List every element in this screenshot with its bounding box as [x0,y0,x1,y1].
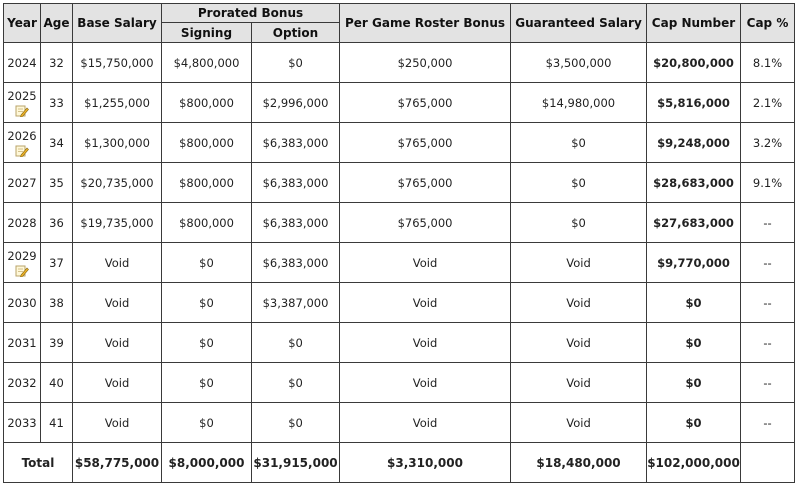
option-bonus-cell: $0 [252,403,340,443]
cap-number-cell: $9,248,000 [647,123,741,163]
option-bonus-cell: $6,383,000 [252,203,340,243]
year-value: 2027 [7,175,37,190]
roster-bonus-cell: Void [340,363,511,403]
cap-pct-cell: 8.1% [741,43,795,83]
header-prorated-bonus: Prorated Bonus [162,4,340,23]
year-value: 2030 [7,295,37,310]
year-cell [4,163,41,203]
cap-number-cell: $20,800,000 [647,43,741,83]
option-bonus-cell: $6,383,000 [252,243,340,283]
table-row [4,243,795,283]
guaranteed-salary-cell: Void [511,243,647,283]
total-guaranteed-salary: $18,480,000 [511,443,647,483]
total-cap-pct [741,443,795,483]
cap-number-cell: $0 [647,323,741,363]
table-row [4,83,795,123]
guaranteed-salary-cell: Void [511,403,647,443]
year-cell [4,243,41,283]
signing-bonus-cell: $800,000 [162,163,252,203]
year-cell [4,123,41,163]
option-bonus-cell: $6,383,000 [252,163,340,203]
base-salary-cell: $20,735,000 [73,163,162,203]
guaranteed-salary-cell: $0 [511,123,647,163]
roster-bonus-cell: $250,000 [340,43,511,83]
header-year[interactable]: Year [4,4,41,43]
roster-bonus-cell: $765,000 [340,163,511,203]
year-value: 2029 [7,248,37,263]
header-guaranteed-salary[interactable]: Guaranteed Salary [511,4,647,43]
year-cell [4,323,41,363]
header-base-salary[interactable]: Base Salary [73,4,162,43]
signing-bonus-cell: $0 [162,323,252,363]
cap-pct-cell: -- [741,203,795,243]
header-age[interactable]: Age [41,4,73,43]
roster-bonus-cell: Void [340,243,511,283]
base-salary-cell: $19,735,000 [73,203,162,243]
total-label: Total [4,443,73,483]
age-cell: 32 [41,43,73,83]
age-cell: 36 [41,203,73,243]
cap-pct-cell: 3.2% [741,123,795,163]
table-row [4,283,795,323]
total-roster-bonus: $3,310,000 [340,443,511,483]
base-salary-cell: Void [73,323,162,363]
note-pencil-icon[interactable] [15,265,29,277]
signing-bonus-cell: $0 [162,283,252,323]
age-cell: 34 [41,123,73,163]
year-value: 2033 [7,415,37,430]
option-bonus-cell: $0 [252,323,340,363]
header-cap-pct[interactable]: Cap % [741,4,795,43]
note-pencil-icon[interactable] [15,105,29,117]
header-option[interactable]: Option [252,23,340,43]
cap-pct-cell: -- [741,363,795,403]
cap-number-cell: $9,770,000 [647,243,741,283]
guaranteed-salary-cell: Void [511,283,647,323]
guaranteed-salary-cell: $3,500,000 [511,43,647,83]
cap-pct-cell: -- [741,323,795,363]
base-salary-cell: $1,300,000 [73,123,162,163]
note-pencil-icon[interactable] [15,145,29,157]
table-row [4,203,795,243]
roster-bonus-cell: Void [340,283,511,323]
signing-bonus-cell: $800,000 [162,83,252,123]
total-base-salary: $58,775,000 [73,443,162,483]
header-cap-number[interactable]: Cap Number [647,4,741,43]
total-option: $31,915,000 [252,443,340,483]
header-per-game-roster-bonus[interactable]: Per Game Roster Bonus [340,4,511,43]
guaranteed-salary-cell: $14,980,000 [511,83,647,123]
age-cell: 38 [41,283,73,323]
guaranteed-salary-cell: $0 [511,163,647,203]
contract-table [3,3,795,483]
total-signing: $8,000,000 [162,443,252,483]
signing-bonus-cell: $4,800,000 [162,43,252,83]
year-cell [4,283,41,323]
signing-bonus-cell: $800,000 [162,203,252,243]
base-salary-cell: Void [73,283,162,323]
cap-number-cell: $0 [647,283,741,323]
year-cell [4,43,41,83]
roster-bonus-cell: Void [340,403,511,443]
option-bonus-cell: $0 [252,363,340,403]
year-value: 2026 [7,128,37,143]
age-cell: 37 [41,243,73,283]
cap-pct-cell: -- [741,403,795,443]
table-row [4,323,795,363]
cap-pct-cell: 9.1% [741,163,795,203]
table-row [4,123,795,163]
guaranteed-salary-cell: Void [511,363,647,403]
table-row [4,403,795,443]
year-cell [4,363,41,403]
roster-bonus-cell: Void [340,323,511,363]
guaranteed-salary-cell: Void [511,323,647,363]
option-bonus-cell: $0 [252,43,340,83]
option-bonus-cell: $2,996,000 [252,83,340,123]
cap-number-cell: $0 [647,363,741,403]
table-row [4,43,795,83]
cap-number-cell: $0 [647,403,741,443]
guaranteed-salary-cell: $0 [511,203,647,243]
year-value: 2032 [7,375,37,390]
signing-bonus-cell: $800,000 [162,123,252,163]
cap-pct-cell: 2.1% [741,83,795,123]
cap-number-cell: $27,683,000 [647,203,741,243]
cap-number-cell: $5,816,000 [647,83,741,123]
base-salary-cell: $15,750,000 [73,43,162,83]
base-salary-cell: Void [73,363,162,403]
signing-bonus-cell: $0 [162,243,252,283]
total-cap-number: $102,000,000 [647,443,741,483]
year-cell [4,83,41,123]
option-bonus-cell: $6,383,000 [252,123,340,163]
year-cell [4,403,41,443]
signing-bonus-cell: $0 [162,363,252,403]
year-cell [4,203,41,243]
age-cell: 40 [41,363,73,403]
age-cell: 33 [41,83,73,123]
cap-number-cell: $28,683,000 [647,163,741,203]
table-row [4,163,795,203]
signing-bonus-cell: $0 [162,403,252,443]
option-bonus-cell: $3,387,000 [252,283,340,323]
base-salary-cell: Void [73,243,162,283]
year-value: 2025 [7,88,37,103]
base-salary-cell: Void [73,403,162,443]
table-row [4,363,795,403]
age-cell: 41 [41,403,73,443]
roster-bonus-cell: $765,000 [340,203,511,243]
year-value: 2028 [7,215,37,230]
cap-pct-cell: -- [741,283,795,323]
age-cell: 39 [41,323,73,363]
roster-bonus-cell: $765,000 [340,123,511,163]
year-value: 2024 [7,55,37,70]
total-row [4,443,795,483]
cap-pct-cell: -- [741,243,795,283]
header-signing[interactable]: Signing [162,23,252,43]
roster-bonus-cell: $765,000 [340,83,511,123]
base-salary-cell: $1,255,000 [73,83,162,123]
age-cell: 35 [41,163,73,203]
year-value: 2031 [7,335,37,350]
